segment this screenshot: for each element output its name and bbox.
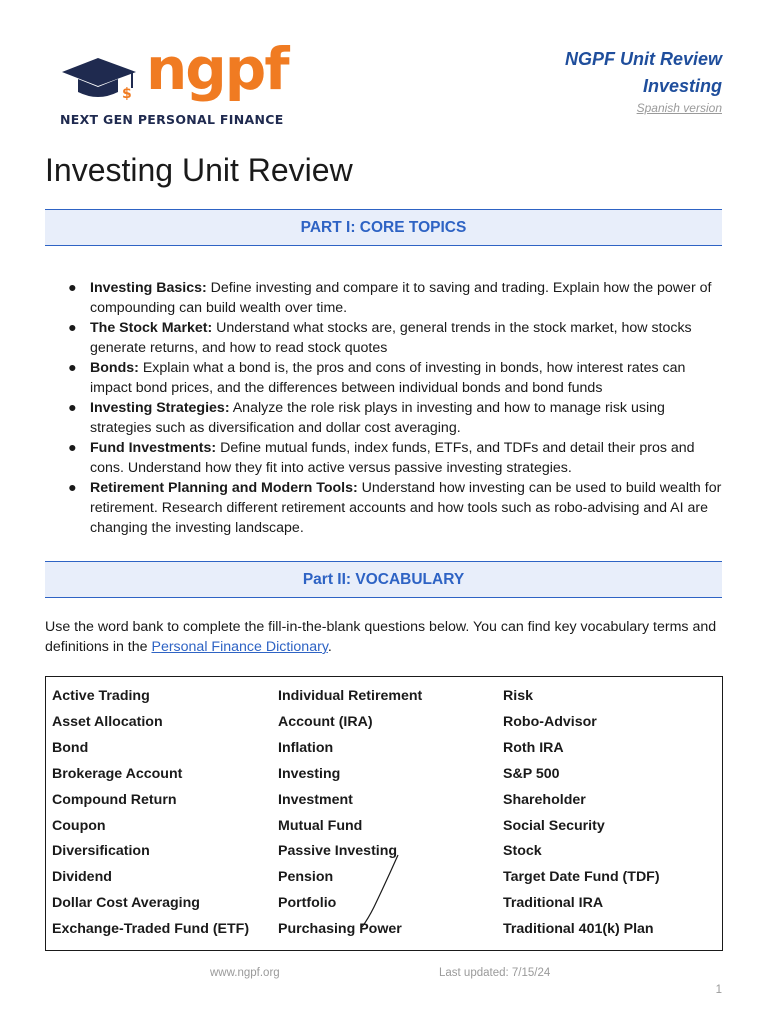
topic-text: Define investing and compare it to saving and trading. Explain how the power of compounding can build wealth over time. xyxy=(90,280,712,316)
topic-term: Fund Investments: xyxy=(90,440,217,456)
list-item xyxy=(68,438,728,478)
bullet-icon: ● xyxy=(68,280,77,296)
word-bank-term: Shareholder xyxy=(503,791,586,808)
topic-text: Explain what a bond is, the pros and cons of investing in bonds, how interest rates can impact bond prices, and the differences between individual bonds and bond funds xyxy=(90,360,686,396)
spanish-version-link[interactable]: Spanish version xyxy=(636,101,722,115)
word-bank-term: Dividend xyxy=(52,869,112,886)
word-bank-term: Bond xyxy=(52,739,89,756)
topic-term: Investing Basics: xyxy=(90,280,207,296)
bullet-icon: ● xyxy=(68,320,77,336)
topic-text: Understand how investing can be used to build wealth for retirement. Research different retirement accounts and how tools such as robo-advising and AI are changing the investing landscape. xyxy=(90,480,722,536)
topic-term: Bonds: xyxy=(90,360,139,376)
word-bank-term: Asset Allocation xyxy=(52,713,163,730)
word-bank-term: Roth IRA xyxy=(503,739,564,756)
word-bank-term: Active Trading xyxy=(52,688,150,704)
word-bank-term: Individual Retirement xyxy=(278,688,423,704)
ngpf-logo xyxy=(60,35,288,132)
word-bank-term: Investing xyxy=(278,765,341,782)
topic-text: Analyze the role risk plays in investing and how to manage risk using strategies such as diversification and dollar cost averaging. xyxy=(90,400,665,436)
bullet-icon: ● xyxy=(68,360,77,376)
page-title: Investing Unit Review xyxy=(45,152,353,188)
word-bank-term: Risk xyxy=(503,688,533,704)
list-item xyxy=(68,318,728,358)
word-bank xyxy=(45,676,723,951)
list-item xyxy=(68,398,728,438)
unit-topic: Investing xyxy=(642,76,722,96)
word-bank-term: Passive Investing xyxy=(278,843,398,860)
word-bank-term: Purchasing Power xyxy=(278,921,402,938)
logo-tagline: NEXT GEN PERSONAL FINANCE xyxy=(60,112,284,127)
graduation-cap-icon xyxy=(60,54,144,102)
list-item xyxy=(68,478,728,538)
bullet-icon: ● xyxy=(68,400,77,416)
vocab-intro xyxy=(45,617,725,657)
list-item xyxy=(68,278,728,318)
word-bank-term: Traditional IRA xyxy=(503,895,604,912)
word-bank-term: Investment xyxy=(278,791,353,808)
topic-term: Investing Strategies: xyxy=(90,400,230,416)
logo-wordmark: ngpf xyxy=(146,35,288,103)
word-bank-term: Account (IRA) xyxy=(278,713,373,730)
vocab-intro-text: Use the word bank to complete the fill-in-the-blank questions below. You can find key vocabulary terms and definitions in the xyxy=(45,619,717,655)
vocab-intro-end: . xyxy=(327,639,332,655)
word-bank-term: S&P 500 xyxy=(503,765,560,782)
word-bank-term: Coupon xyxy=(52,817,106,834)
topic-term: Retirement Planning and Modern Tools: xyxy=(90,480,358,496)
word-bank-term: Compound Return xyxy=(52,791,177,808)
list-item xyxy=(68,358,728,398)
word-bank-term: Dollar Cost Averaging xyxy=(52,895,200,912)
footer-website[interactable]: www.ngpf.org xyxy=(210,967,280,979)
pen-stroke-icon xyxy=(46,677,722,950)
word-bank-term: Stock xyxy=(503,843,542,860)
word-bank-term: Social Security xyxy=(503,817,605,834)
topic-text: Understand what stocks are, general trends in the stock market, how stocks generate returns, and how to read stock quotes xyxy=(90,320,692,356)
page-number: 1 xyxy=(715,984,722,996)
word-bank-term: Brokerage Account xyxy=(52,765,183,782)
svg-text:$: $ xyxy=(122,86,132,102)
unit-label: NGPF Unit Review xyxy=(564,49,722,69)
core-topics-list xyxy=(68,278,728,538)
footer-updated: Last updated: 7/15/24 xyxy=(439,967,551,979)
word-bank-term: Mutual Fund xyxy=(278,817,363,834)
word-bank-term: Diversification xyxy=(52,843,150,860)
bullet-icon: ● xyxy=(68,480,77,496)
bullet-icon: ● xyxy=(68,440,77,456)
dictionary-link[interactable]: Personal Finance Dictionary xyxy=(151,639,328,655)
topic-term: The Stock Market: xyxy=(90,320,213,336)
unit-header xyxy=(565,46,722,116)
word-bank-term: Inflation xyxy=(278,739,334,756)
word-bank-term: Exchange-Traded Fund (ETF) xyxy=(52,921,250,938)
part1-heading: PART I: CORE TOPICS xyxy=(45,209,722,246)
word-bank-term: Robo-Advisor xyxy=(503,713,597,730)
word-bank-term: Target Date Fund (TDF) xyxy=(503,869,660,886)
part2-heading: Part II: VOCABULARY xyxy=(45,561,722,598)
topic-text: Define mutual funds, index funds, ETFs, and TDFs and detail their pros and cons. Understand how they fit into active versus passive investing strategies. xyxy=(90,440,695,476)
word-bank-term: Traditional 401(k) Plan xyxy=(503,921,654,938)
word-bank-term: Portfolio xyxy=(278,895,337,912)
word-bank-term: Pension xyxy=(278,869,334,886)
